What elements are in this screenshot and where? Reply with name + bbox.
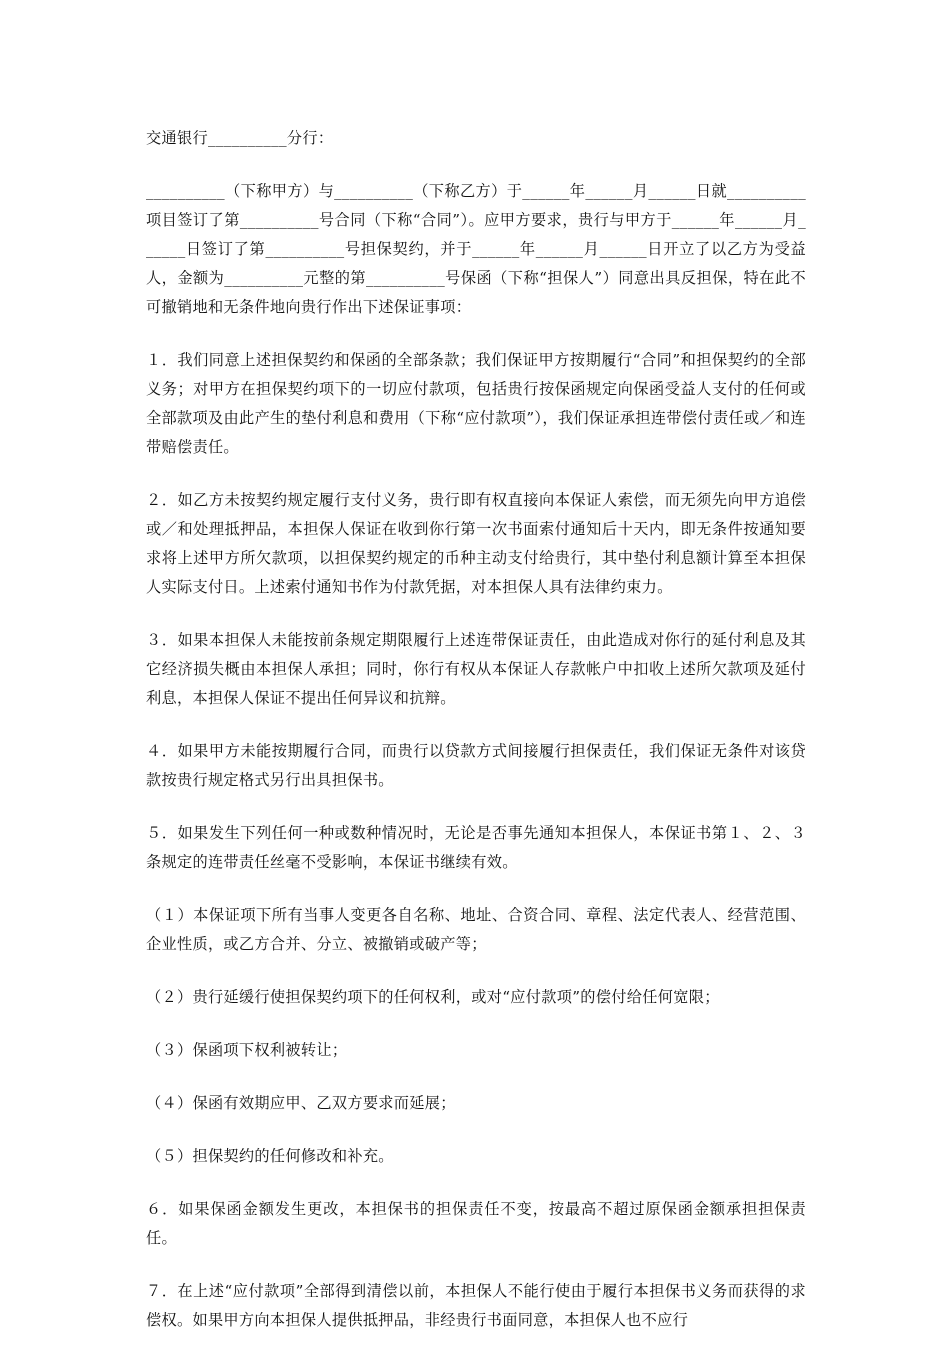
clause-2: ２．如乙方未按契约规定履行支付义务，贵行即有权直接向本保证人索偿，而无须先向甲方追偿或／和处理抵押品，本担保人保证在收到你行第一次书面索付通知后十天内，即无条件按通知要求将上述甲方所欠款项，以担保契约规定的币种主动支付给贵行，其中垫付利息额计算至本担保人实际支付日。上述索付通知书作为付款凭据，对本担保人具有法律约束力。 — [146, 491, 806, 596]
clause-7: ７．在上述“应付款项”全部得到清偿以前，本担保人不能行使由于履行本担保书义务而获得的求偿权。如果甲方向本担保人提供抵押品，非经贵行书面同意，本担保人也不应行 — [146, 1282, 806, 1329]
sub-clause-1: （１）本保证项下所有当事人变更各自名称、地址、合资合同、章程、法定代表人、经营范围、企业性质，或乙方合并、分立、被撤销或破产等； — [146, 906, 806, 953]
clause-4: ４．如果甲方未能按期履行合同，而贵行以贷款方式间接履行担保责任，我们保证无条件对该贷款按贵行规定格式另行出具担保书。 — [146, 742, 806, 789]
salutation: 交通银行__________分行： — [146, 129, 334, 147]
sub-clause-5: （５）担保契约的任何修改和补充。 — [146, 1147, 394, 1165]
intro-paragraph: __________（下称甲方）与__________（下称乙方）于______年______月______日就__________项目签订了第__________号合同（下称“合同”）。应甲方要求，贵行与甲方于______年______月______日签订了第__________号担保契约，并于______年______月______日开立了以乙方为受益人，金额为__________元整的第__________号保函（下称“担保人”）同意出具反担保，特在此不可撤销地和无条件地向贵行作出下述保证事项： — [146, 182, 806, 316]
sub-clause-3: （３）保函项下权利被转让； — [146, 1041, 348, 1059]
sub-clause-4: （４）保函有效期应甲、乙双方要求而延展； — [146, 1094, 456, 1112]
clause-5: ５．如果发生下列任何一种或数种情况时，无论是否事先通知本担保人，本保证书第１、２、３条规定的连带责任丝毫不受影响，本保证书继续有效。 — [146, 824, 806, 871]
sub-clause-2: （２）贵行延缓行使担保契约项下的任何权利，或对“应付款项”的偿付给任何宽限； — [146, 988, 720, 1006]
clause-1: １．我们同意上述担保契约和保函的全部条款；我们保证甲方按期履行“合同”和担保契约的全部义务；对甲方在担保契约项下的一切应付款项，包括贵行按保函规定向保函受益人支付的任何或全部款项及由此产生的垫付利息和费用（下称“应付款项”），我们保证承担连带偿付责任或／和连带赔偿责任。 — [146, 351, 806, 456]
document-body — [146, 124, 806, 1359]
clause-6: ６．如果保函金额发生更改，本担保书的担保责任不变，按最高不超过原保函金额承担担保责任。 — [146, 1200, 806, 1247]
clause-3: ３．如果本担保人未能按前条规定期限履行上述连带保证责任，由此造成对你行的延付利息及其它经济损失概由本担保人承担；同时，你行有权从本保证人存款帐户中扣收上述所欠款项及延付利息，本担保人保证不提出任何异议和抗辩。 — [146, 631, 806, 707]
